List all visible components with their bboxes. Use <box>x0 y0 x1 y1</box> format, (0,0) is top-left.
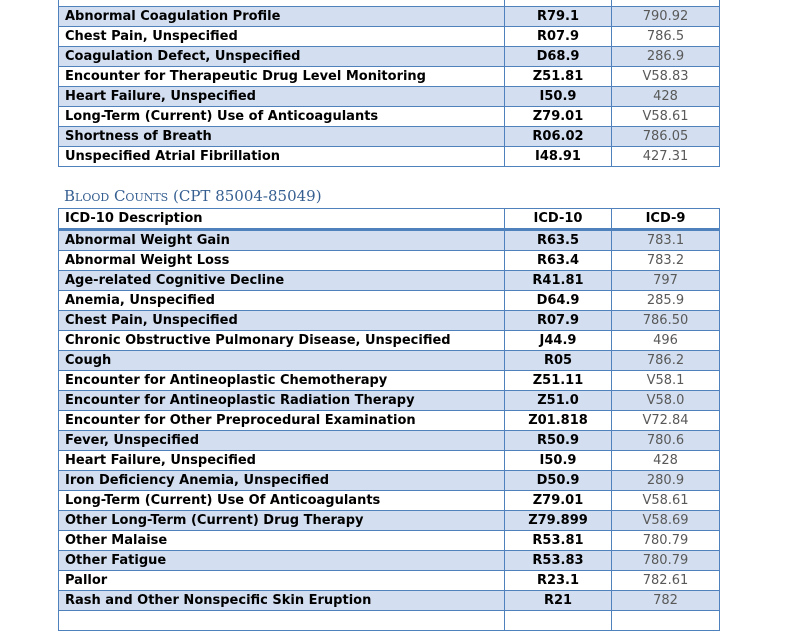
row-icd10-code: I48.91 <box>505 146 612 166</box>
row-icd9-code: 782 <box>612 591 720 611</box>
row-icd9-code: 285.9 <box>612 291 720 311</box>
column-header-icd10: ICD-10 <box>505 209 612 230</box>
row-icd9-code: 780.79 <box>612 531 720 551</box>
table-row <box>59 66 720 86</box>
table-row <box>59 26 720 46</box>
table-row <box>59 591 720 611</box>
section-heading-title: Blood Counts <box>64 187 169 205</box>
row-description: Chest Pain, Unspecified <box>59 311 505 331</box>
row-icd10-code: R41.81 <box>505 271 612 291</box>
row-description: Long-Term (Current) Use Of Anticoagulants <box>59 491 505 511</box>
row-icd10-code: D64.9 <box>505 291 612 311</box>
row-description: Rash and Other Nonspecific Skin Eruption <box>59 591 505 611</box>
section-heading-code-range: (CPT 85004-85049) <box>173 187 322 205</box>
row-icd9-code: 428 <box>612 86 720 106</box>
row-icd9-code: 783.2 <box>612 251 720 271</box>
row-icd9-code: 786.50 <box>612 311 720 331</box>
row-icd10-code: R63.5 <box>505 230 612 251</box>
row-description: Long-Term (Current) Use of Anticoagulants <box>59 106 505 126</box>
row-description: Abnormal Coagulation Profile <box>59 6 505 26</box>
row-icd9-code: 780.6 <box>612 431 720 451</box>
row-description: Heart Failure, Unspecified <box>59 86 505 106</box>
row-description: Shortness of Breath <box>59 126 505 146</box>
table-row <box>59 331 720 351</box>
table-row <box>59 411 720 431</box>
row-icd10-code: R05 <box>505 351 612 371</box>
row-icd10-code: Z51.81 <box>505 66 612 86</box>
row-description: Encounter for Antineoplastic Chemotherapy <box>59 371 505 391</box>
table-row <box>59 431 720 451</box>
table-row <box>59 351 720 371</box>
row-description: Chest Pain, Unspecified <box>59 26 505 46</box>
table-row <box>59 471 720 491</box>
row-icd9-code: 790.92 <box>612 6 720 26</box>
row-icd9-code: V58.61 <box>612 106 720 126</box>
table-header-row <box>59 209 720 230</box>
row-icd10-code: Z51.11 <box>505 371 612 391</box>
row-icd10-code: Z51.0 <box>505 391 612 411</box>
row-description: Pallor <box>59 571 505 591</box>
section-heading-blood-counts <box>64 186 322 206</box>
row-description: Unspecified Atrial Fibrillation <box>59 146 505 166</box>
table-row <box>59 291 720 311</box>
row-icd9-code: 786.2 <box>612 351 720 371</box>
table-row <box>59 531 720 551</box>
row-icd9-code: 786.5 <box>612 26 720 46</box>
row-icd10-code: R79.1 <box>505 6 612 26</box>
row-icd10-code: R07.9 <box>505 26 612 46</box>
column-header-description: ICD-10 Description <box>59 209 505 230</box>
table-row <box>59 86 720 106</box>
column-header-icd9: ICD-9 <box>612 209 720 230</box>
row-icd9-code: 428 <box>612 451 720 471</box>
row-icd10-code: R53.81 <box>505 531 612 551</box>
row-icd10-code: D68.9 <box>505 46 612 66</box>
table-row <box>59 46 720 66</box>
row-icd10-code: R21 <box>505 591 612 611</box>
table-row <box>59 511 720 531</box>
row-description: Other Long-Term (Current) Drug Therapy <box>59 511 505 531</box>
row-icd9-code: V58.1 <box>612 371 720 391</box>
table-row <box>59 271 720 291</box>
row-description: Encounter for Therapeutic Drug Level Monitoring <box>59 66 505 86</box>
row-description: Encounter for Other Preprocedural Examination <box>59 411 505 431</box>
row-icd9-code: V58.69 <box>612 511 720 531</box>
table-row <box>59 491 720 511</box>
row-icd9-code: V58.83 <box>612 66 720 86</box>
row-icd9-code: 780.79 <box>612 551 720 571</box>
row-description: Chronic Obstructive Pulmonary Disease, Unspecified <box>59 331 505 351</box>
row-description: Age-related Cognitive Decline <box>59 271 505 291</box>
row-icd9-code: 427.31 <box>612 146 720 166</box>
row-icd10-code: R53.83 <box>505 551 612 571</box>
row-description: Encounter for Antineoplastic Radiation Therapy <box>59 391 505 411</box>
row-icd10-code <box>505 611 612 631</box>
row-description <box>59 611 505 631</box>
row-icd10-code: R07.9 <box>505 311 612 331</box>
table-row <box>59 611 720 631</box>
table-row <box>59 106 720 126</box>
coagulation-codes-table <box>58 0 720 167</box>
row-icd9-code: V58.0 <box>612 391 720 411</box>
row-description: Coagulation Defect, Unspecified <box>59 46 505 66</box>
row-icd9-code: 496 <box>612 331 720 351</box>
table-row <box>59 126 720 146</box>
row-icd10-code: R63.4 <box>505 251 612 271</box>
row-icd10-code: Z79.899 <box>505 511 612 531</box>
row-description: Abnormal Weight Loss <box>59 251 505 271</box>
row-icd10-code: D50.9 <box>505 471 612 491</box>
table-row <box>59 6 720 26</box>
row-icd10-code: Z79.01 <box>505 491 612 511</box>
row-description: Heart Failure, Unspecified <box>59 451 505 471</box>
row-icd9-code: V72.84 <box>612 411 720 431</box>
row-icd10-code: Z79.01 <box>505 106 612 126</box>
row-icd9-code: 286.9 <box>612 46 720 66</box>
row-icd10-code: J44.9 <box>505 331 612 351</box>
row-icd10-code: Z01.818 <box>505 411 612 431</box>
row-description: Other Malaise <box>59 531 505 551</box>
row-icd9-code: 786.05 <box>612 126 720 146</box>
row-description: Iron Deficiency Anemia, Unspecified <box>59 471 505 491</box>
row-icd10-code: R23.1 <box>505 571 612 591</box>
row-description: Cough <box>59 351 505 371</box>
row-icd10-code: I50.9 <box>505 451 612 471</box>
table-row <box>59 551 720 571</box>
row-icd9-code <box>612 611 720 631</box>
row-icd9-code: 782.61 <box>612 571 720 591</box>
row-icd9-code: 280.9 <box>612 471 720 491</box>
row-description: Anemia, Unspecified <box>59 291 505 311</box>
table-row <box>59 251 720 271</box>
row-icd10-code: R50.9 <box>505 431 612 451</box>
blood-counts-codes-table <box>58 208 720 631</box>
table-row <box>59 371 720 391</box>
row-icd9-code: V58.61 <box>612 491 720 511</box>
table-row <box>59 571 720 591</box>
row-description: Abnormal Weight Gain <box>59 230 505 251</box>
row-description: Fever, Unspecified <box>59 431 505 451</box>
row-icd9-code: 783.1 <box>612 230 720 251</box>
row-icd10-code: I50.9 <box>505 86 612 106</box>
table-row <box>59 391 720 411</box>
row-icd9-code: 797 <box>612 271 720 291</box>
table-row <box>59 230 720 251</box>
row-icd10-code: R06.02 <box>505 126 612 146</box>
table-row <box>59 311 720 331</box>
table-row <box>59 146 720 166</box>
row-description: Other Fatigue <box>59 551 505 571</box>
table-row <box>59 451 720 471</box>
